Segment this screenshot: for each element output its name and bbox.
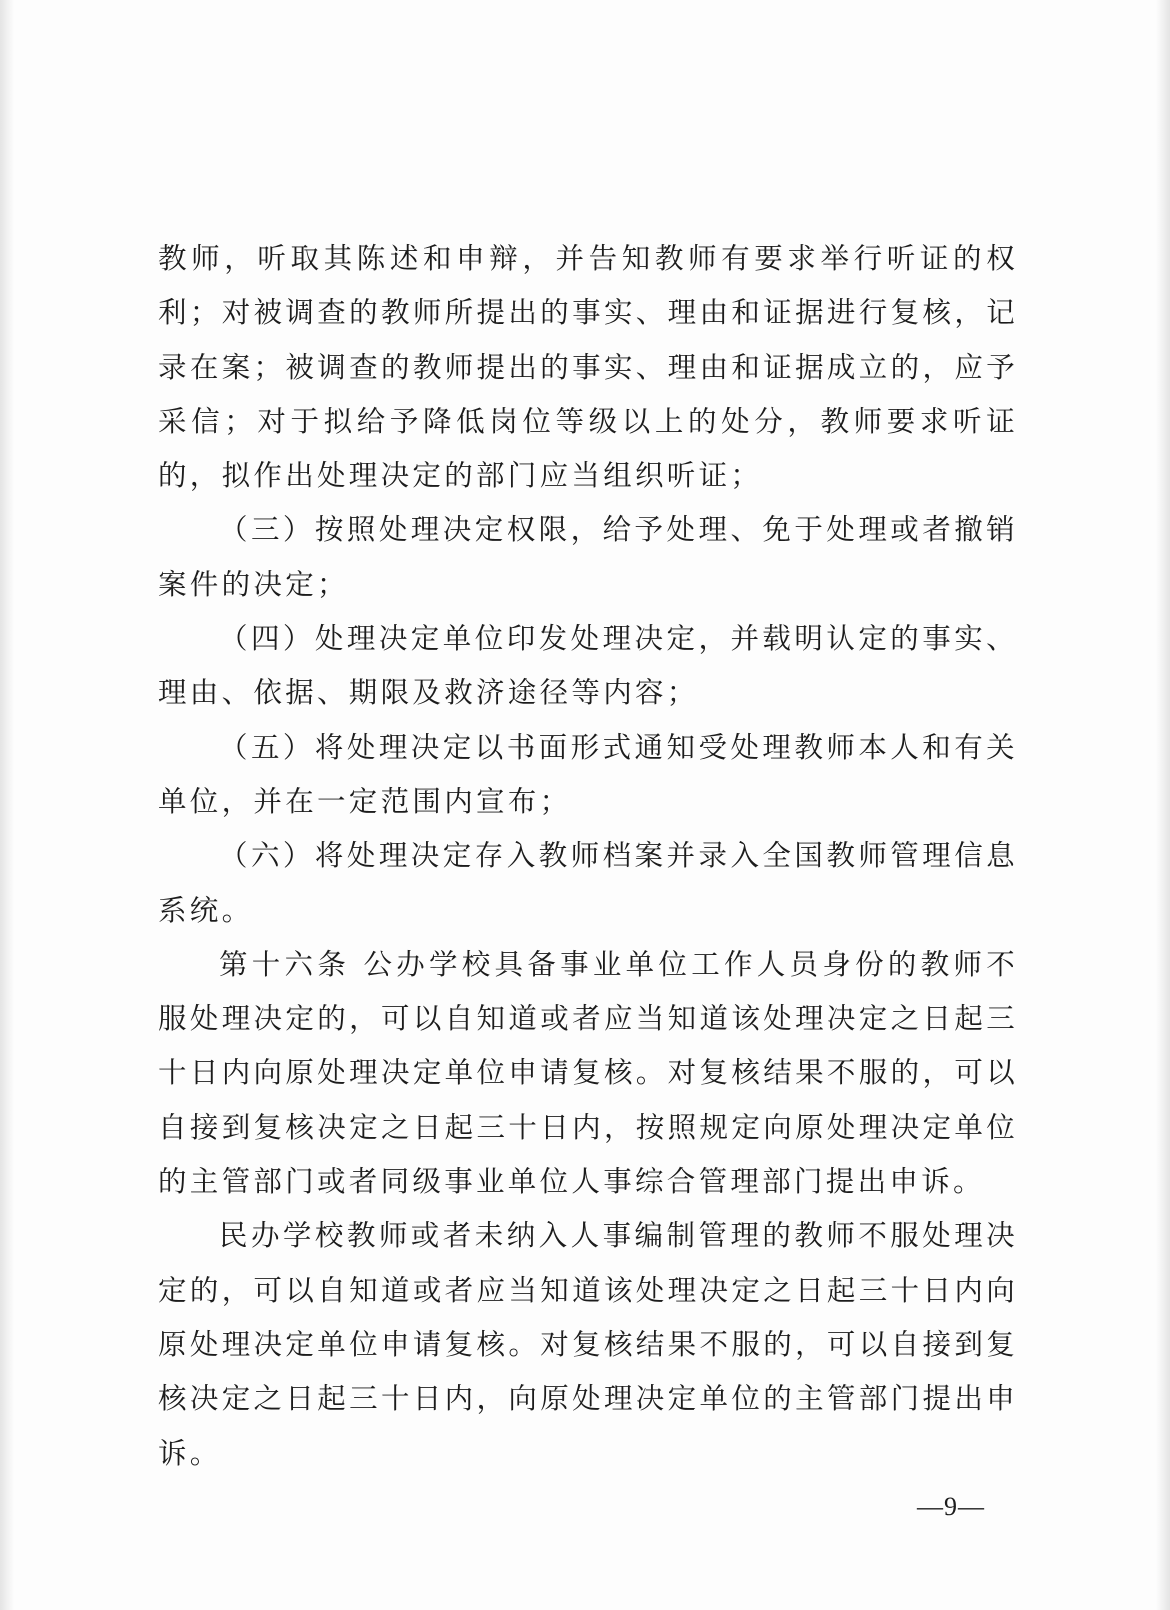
paragraph-item-6: （六）将处理决定存入教师档案并录入全国教师管理信息系统。 bbox=[158, 839, 1018, 927]
paragraph-continued-procedure: 教师，听取其陈述和申辩，并告知教师有要求举行听证的权利；对被调查的教师所提出的事实、理由和证据进行复核，记录在案；被调查的教师提出的事实、理由和证据成立的，应予采信；对于拟给予降低岗位等级以上的处分，教师要求听证的，拟作出处理决定的部门应当组织听证； bbox=[158, 242, 1018, 493]
page-number: —9— bbox=[917, 1492, 985, 1521]
paragraph-article-16: 第十六条 公办学校具备事业单位工作人员身份的教师不服处理决定的，可以自知道或者应当知道该处理决定之日起三十日内向原处理决定单位申请复核。对复核结果不服的，可以自接到复核决定之日起三十日内，按照规定向原处理决定单位的主管部门或者同级事业单位人事综合管理部门提出申诉。 bbox=[158, 947, 1018, 1199]
paragraph-item-4: （四）处理决定单位印发处理决定，并载明认定的事实、理由、依据、期限及救济途径等内容； bbox=[158, 622, 1018, 710]
paragraph-item-3: （三）按照处理决定权限，给予处理、免于处理或者撤销案件的决定； bbox=[158, 513, 1018, 601]
page-edge-shadow-right bbox=[1156, 0, 1170, 1610]
page-edge-shadow-left bbox=[0, 0, 14, 1610]
paragraph-private-school-teachers: 民办学校教师或者未纳入人事编制管理的教师不服处理决定的，可以自知道或者应当知道该处理决定之日起三十日内向原处理决定单位申请复核。对复核结果不服的，可以自接到复核决定之日起三十日内，向原处理决定单位的主管部门提出申诉。 bbox=[158, 1219, 1018, 1470]
paragraph-item-5: （五）将处理决定以书面形式通知受处理教师本人和有关单位，并在一定范围内宣布； bbox=[158, 730, 1018, 818]
document-body bbox=[158, 232, 1018, 1481]
